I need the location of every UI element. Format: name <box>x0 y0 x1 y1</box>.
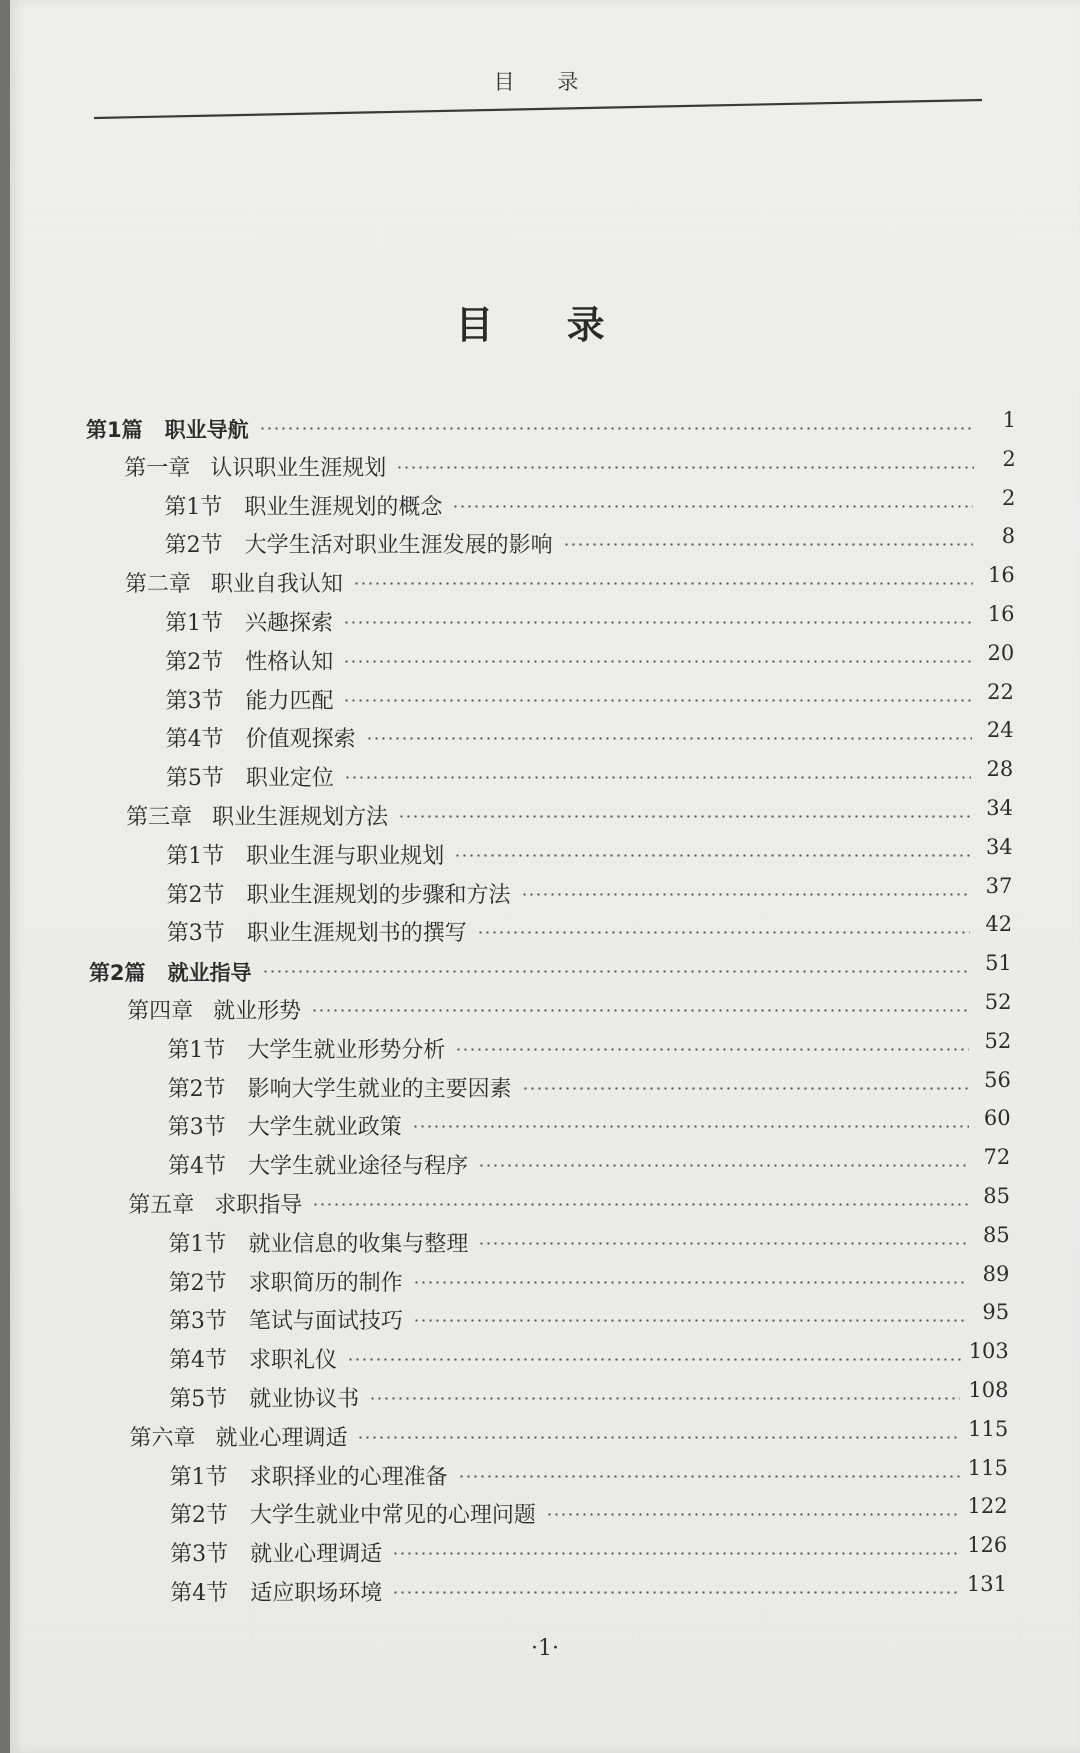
toc-entry-section <box>164 524 1016 560</box>
toc-entry-page: 95 <box>982 1300 1010 1325</box>
dot-leader <box>458 1475 960 1478</box>
dot-leader <box>521 893 971 896</box>
toc-entry-number: 第一章 <box>124 455 191 481</box>
page-number-footer: ·1· <box>531 1636 559 1661</box>
toc-entry-page: 8 <box>1001 524 1016 549</box>
toc-entry-title: 职业导航 <box>164 418 249 442</box>
dot-leader <box>392 1552 959 1555</box>
toc-entry-title: 大学生就业形势分析 <box>247 1037 446 1063</box>
toc-entry-section <box>168 1222 1010 1259</box>
toc-entry-page: 22 <box>987 679 1014 704</box>
toc-entry-number: 第1节 <box>164 494 223 520</box>
toc-entry-number: 第二章 <box>124 572 191 598</box>
toc-entry-section <box>165 757 1014 793</box>
toc-entry-title: 职业自我认知 <box>210 572 343 598</box>
toc-entry-number: 第1节 <box>165 611 224 636</box>
toc-entry-number: 第5节 <box>165 766 224 792</box>
toc-entry-number: 第六章 <box>129 1425 196 1451</box>
toc-entry-page: 51 <box>985 951 1012 976</box>
dot-leader <box>262 970 970 973</box>
toc-entry-title: 大学生就业政策 <box>247 1115 402 1141</box>
dot-leader <box>396 466 973 469</box>
dot-leader <box>357 1436 960 1439</box>
toc-entry-title: 适应职场环境 <box>250 1581 383 1606</box>
toc-entry-number: 第4节 <box>165 727 224 753</box>
toc-entry-section <box>167 1067 1011 1104</box>
toc-entry-page: 16 <box>988 563 1015 588</box>
dot-leader <box>312 1203 968 1206</box>
toc-entry-page: 115 <box>968 1416 1009 1441</box>
toc-entry-page: 89 <box>982 1261 1010 1286</box>
toc-entry-chapter <box>126 796 1013 832</box>
toc-entry-number: 第4节 <box>167 1154 226 1180</box>
toc-entry-section <box>164 485 1016 522</box>
toc-entry-title: 大学生就业中常见的心理问题 <box>249 1503 536 1529</box>
book-page <box>10 0 1080 1753</box>
toc-entry-section <box>167 1106 1011 1142</box>
toc-entry-part <box>86 408 1016 444</box>
toc-entry-title: 能力匹配 <box>245 688 334 714</box>
toc-entry-page: 52 <box>984 1028 1012 1053</box>
dot-leader <box>369 1397 960 1400</box>
dot-leader <box>343 699 971 702</box>
toc-entry-title: 求职简历的制作 <box>248 1270 403 1296</box>
dot-leader <box>412 1125 969 1128</box>
toc-entry-section <box>166 912 1013 948</box>
toc-entry-section <box>166 834 1013 871</box>
toc-entry-number: 第2篇 <box>88 961 146 986</box>
toc-entry-number: 第2节 <box>167 1076 226 1102</box>
table-of-contents <box>10 0 1080 1753</box>
dot-leader <box>343 621 972 624</box>
toc-entry-title: 性格认知 <box>245 649 334 675</box>
toc-entry-title: 就业心理调适 <box>250 1542 383 1568</box>
toc-entry-title: 大学生活对职业生涯发展的影响 <box>244 533 553 559</box>
toc-entry-page: 60 <box>983 1106 1011 1131</box>
toc-entry-page: 72 <box>983 1145 1011 1170</box>
toc-entry-number: 第1节 <box>166 843 225 869</box>
running-head: 目 录 <box>493 70 597 94</box>
toc-entry-number: 第3节 <box>165 688 224 714</box>
toc-entry-title: 认识职业生涯规划 <box>210 455 387 481</box>
toc-entry-number: 第2节 <box>164 533 223 559</box>
dot-leader <box>413 1319 967 1322</box>
toc-entry-chapter <box>129 1416 1009 1453</box>
toc-entry-title: 职业生涯规划方法 <box>212 805 389 830</box>
toc-entry-title: 职业生涯与职业规划 <box>246 843 445 869</box>
dot-leader <box>522 1087 969 1090</box>
toc-entry-title: 就业协议书 <box>249 1387 360 1412</box>
toc-entry-section <box>169 1455 1008 1492</box>
toc-entry-page: 131 <box>966 1572 1007 1596</box>
toc-entry-number: 第三章 <box>126 805 193 830</box>
toc-entry-section <box>169 1339 1009 1375</box>
toc-entry-number: 第2节 <box>168 1270 227 1296</box>
dot-leader <box>563 543 973 546</box>
toc-entry-title: 就业形势 <box>213 999 302 1024</box>
toc-entry-page: 108 <box>968 1378 1009 1402</box>
toc-entry-page: 85 <box>982 1222 1010 1247</box>
toc-entry-section <box>166 873 1013 910</box>
toc-entry-number: 第2节 <box>165 649 224 675</box>
dot-leader <box>413 1281 968 1284</box>
toc-entry-number: 第五章 <box>128 1193 195 1218</box>
dot-leader <box>546 1513 960 1516</box>
dot-leader <box>347 1358 961 1361</box>
toc-entry-number: 第四章 <box>127 999 194 1024</box>
dot-leader <box>311 1009 969 1012</box>
dot-leader <box>478 1164 968 1167</box>
toc-entry-page: 34 <box>985 834 1013 859</box>
toc-entry-number: 第3节 <box>166 921 225 947</box>
dot-leader <box>259 427 974 430</box>
toc-entry-title: 价值观探索 <box>245 727 356 753</box>
toc-entry-page: 103 <box>968 1339 1009 1364</box>
toc-entry-page: 28 <box>986 757 1014 782</box>
toc-entry-chapter <box>124 563 1015 599</box>
toc-entry-chapter <box>127 990 1012 1026</box>
toc-entry-section <box>167 1028 1012 1065</box>
toc-entry-page: 126 <box>967 1533 1008 1558</box>
toc-entry-title: 职业定位 <box>245 766 334 792</box>
toc-entry-page: 37 <box>985 873 1013 898</box>
toc-entry-section <box>165 718 1014 754</box>
toc-entry-title: 求职礼仪 <box>249 1348 338 1374</box>
toc-entry-number: 第2节 <box>169 1503 228 1529</box>
toc-entry-page: 42 <box>985 912 1013 937</box>
toc-entry-number: 第3节 <box>170 1542 229 1568</box>
dot-leader <box>344 776 971 779</box>
dot-leader <box>454 854 970 857</box>
toc-entry-title: 求职择业的心理准备 <box>249 1464 448 1490</box>
toc-entry-page: 2 <box>1002 446 1016 471</box>
toc-entry-section <box>170 1533 1008 1569</box>
toc-entry-number: 第1篇 <box>86 418 143 442</box>
toc-entry-title: 职业生涯规划的步骤和方法 <box>246 882 511 908</box>
toc-entry-number: 第5节 <box>169 1387 228 1412</box>
toc-entry-number: 第3节 <box>168 1309 227 1335</box>
toc-entry-title: 职业生涯规划的概念 <box>244 494 443 520</box>
toc-entry-section <box>168 1261 1010 1298</box>
toc-entry-page: 122 <box>967 1494 1008 1519</box>
toc-entry-page: 56 <box>984 1067 1011 1092</box>
dot-leader <box>392 1591 959 1594</box>
toc-entry-title: 就业心理调适 <box>215 1425 348 1451</box>
dot-leader <box>477 931 970 934</box>
toc-entry-page: 85 <box>983 1184 1010 1208</box>
toc-entry-number: 第1节 <box>168 1231 227 1257</box>
toc-entry-title: 笔试与面试技巧 <box>248 1309 403 1335</box>
toc-entry-page: 34 <box>986 796 1013 820</box>
toc-entry-number: 第2节 <box>166 882 225 908</box>
toc-entry-chapter <box>128 1184 1010 1220</box>
toc-entry-page: 1 <box>1002 408 1016 432</box>
toc-entry-section <box>169 1378 1009 1414</box>
toc-entry-chapter <box>124 446 1016 483</box>
page-title: 目 录 <box>455 303 635 347</box>
dot-leader <box>353 582 973 585</box>
toc-entry-page: 52 <box>984 990 1012 1014</box>
toc-entry-title: 就业信息的收集与整理 <box>248 1231 469 1257</box>
toc-entry-title: 影响大学生就业的主要因素 <box>247 1076 512 1102</box>
toc-entry-number: 第3节 <box>167 1115 226 1141</box>
dot-leader <box>366 737 972 740</box>
toc-entry-title: 兴趣探索 <box>245 611 334 636</box>
toc-entry-section <box>170 1572 1007 1608</box>
toc-entry-page: 20 <box>987 640 1015 665</box>
toc-entry-number: 第1节 <box>169 1464 228 1490</box>
toc-entry-section <box>165 602 1015 638</box>
toc-entry-section <box>165 640 1015 677</box>
dot-leader <box>455 1048 969 1051</box>
toc-entry-page: 115 <box>967 1455 1008 1480</box>
dot-leader <box>452 505 973 508</box>
toc-entry-section <box>165 679 1014 716</box>
toc-entry-section <box>167 1145 1011 1181</box>
toc-entry-page: 2 <box>1002 485 1016 510</box>
toc-entry-number: 第4节 <box>170 1581 229 1606</box>
dot-leader <box>398 815 971 818</box>
toc-entry-title: 求职指导 <box>214 1193 303 1218</box>
dot-leader <box>478 1242 967 1245</box>
toc-entry-part <box>88 951 1012 987</box>
toc-entry-number: 第4节 <box>169 1348 228 1374</box>
dot-leader <box>343 660 972 663</box>
toc-entry-page: 16 <box>987 602 1015 626</box>
toc-entry-page: 24 <box>986 718 1014 743</box>
toc-entry-title: 大学生就业途径与程序 <box>247 1154 468 1180</box>
toc-entry-section <box>168 1300 1010 1336</box>
toc-entry-number: 第1节 <box>167 1037 226 1063</box>
toc-entry-title: 职业生涯规划书的撰写 <box>246 921 467 947</box>
toc-entry-title: 就业指导 <box>167 961 252 986</box>
toc-entry-section <box>169 1494 1008 1530</box>
